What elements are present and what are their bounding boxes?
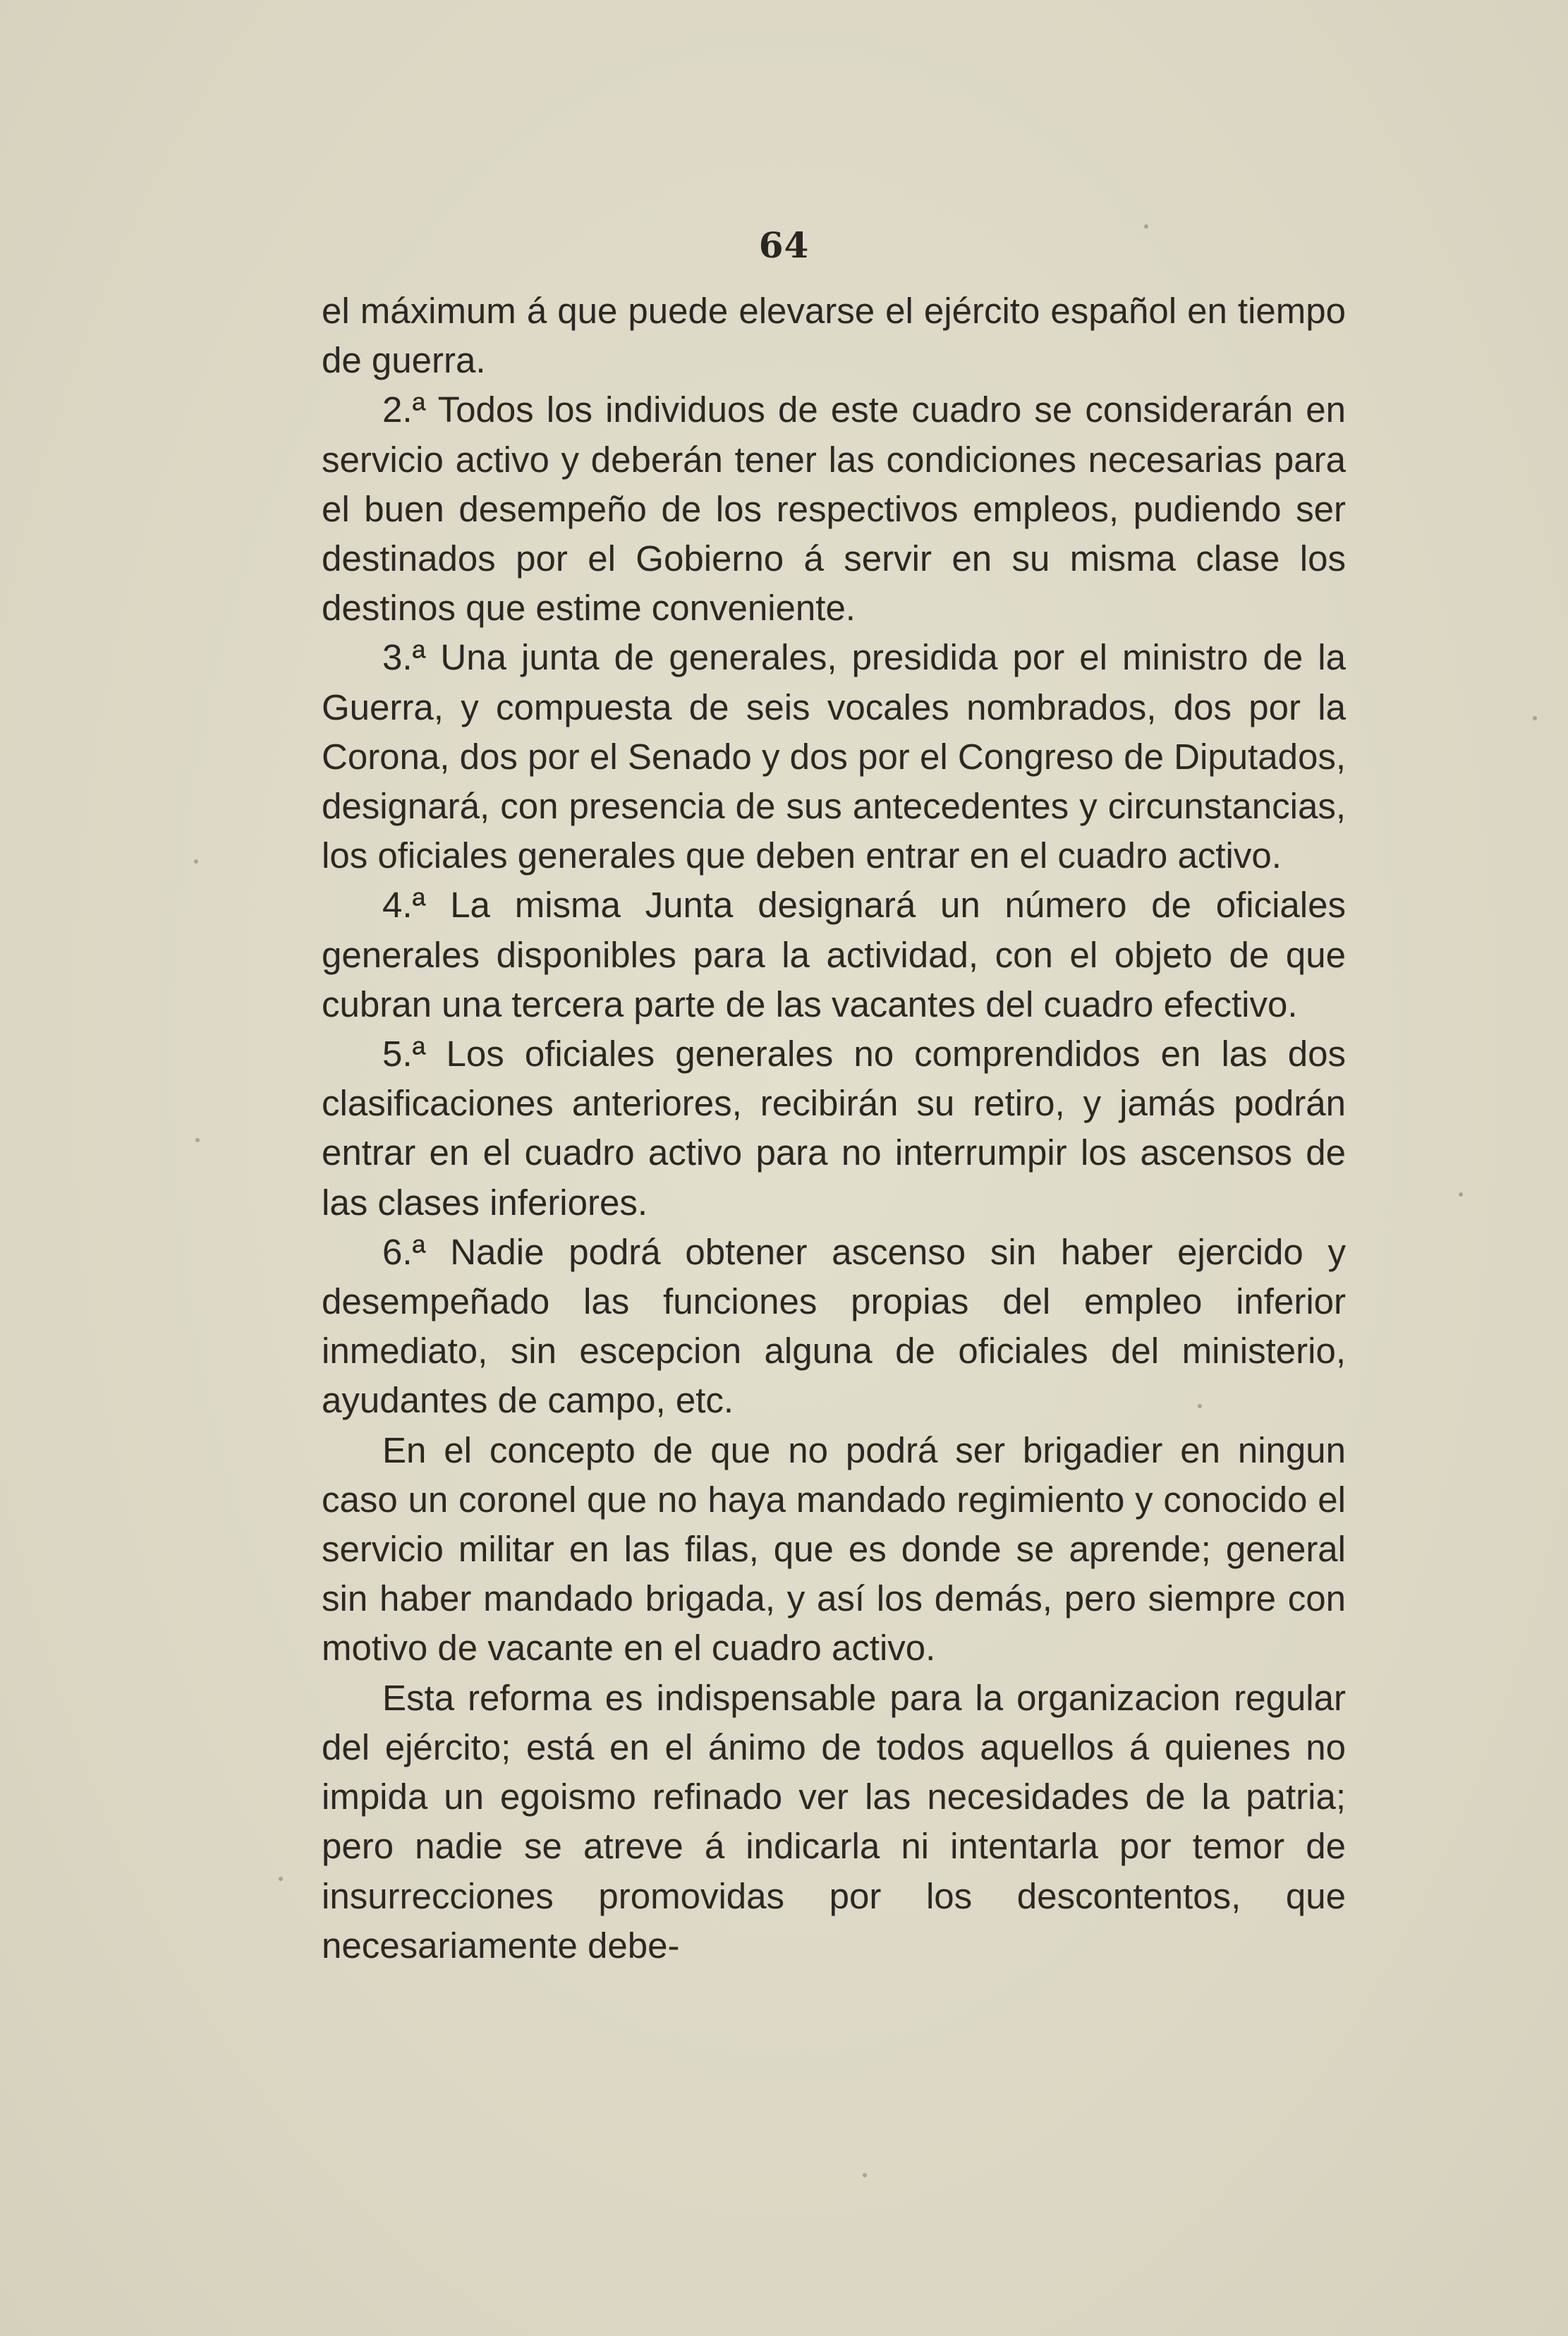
paper-speck — [1144, 224, 1148, 229]
paper-speck — [1533, 716, 1537, 720]
paper-speck — [1198, 1404, 1202, 1408]
paper-speck — [194, 859, 198, 864]
paragraph-item-6: 6.ª Nadie podrá obtener ascenso sin haber ejercido y desempeñado las funciones propias del empleo inferior inmediato, sin escepcion alguna de oficiales del ministerio, ayudantes de campo, etc. — [322, 1231, 1346, 1421]
paper-speck — [279, 1877, 283, 1881]
paragraph-item-2: 2.ª Todos los individuos de este cuadro se considerarán en servicio activo y deberán tener las condiciones necesarias para el buen desempeño de los respectivos empleos, pudiendo ser destinados por el Gobierno á servir en su misma clase los destinos que estime conveniente. — [322, 389, 1346, 629]
paragraph-concept: En el concepto de que no podrá ser brigadier en ningun caso un coronel que no haya mandado regimiento y conocido el servicio militar en las filas, que es donde se aprende; general sin haber mandado brigada, y así los demás, pero siempre con motivo de vacante en el cuadro activo. — [322, 1429, 1346, 1669]
paragraph-item-5: 5.ª Los oficiales generales no comprendidos en las dos clasificaciones anteriores, recibirán su retiro, y jamás podrán entrar en el cuadro activo para no interrumpir los ascensos de las clases inferiores. — [322, 1034, 1346, 1223]
body-text — [322, 286, 1346, 1971]
paragraph-item-4: 4.ª La misma Junta designará un número de oficiales generales disponibles para la actividad, con el objeto de que cubran una tercera parte de las vacantes del cuadro efectivo. — [322, 885, 1346, 1024]
paragraph-reform: Esta reforma es indispensable para la organizacion regular del ejército; está en el ánimo de todos aquellos á quienes no impida un egoismo refinado ver las necesidades de la patria; pero nadie se atreve á indicarla ni intentarla por temor de insurrecciones promovidas por los descontentos, que necesariamente debe- — [322, 1677, 1346, 1966]
paragraph-item-3: 3.ª Una junta de generales, presidida por el ministro de la Guerra, y compuesta de seis vocales nombrados, dos por la Corona, dos por el Senado y dos por el Congreso de Diputados, designará, con presencia de sus antecedentes y circunstancias, los oficiales generales que deben entrar en el cuadro activo. — [322, 637, 1346, 876]
page-number: 64 — [758, 224, 810, 266]
paper-speck — [195, 1138, 200, 1142]
paper-speck — [1459, 1192, 1463, 1197]
paragraph-continuation: el máximum á que puede elevarse el ejército español en tiempo de guerra. — [322, 291, 1346, 381]
paper-speck — [863, 2173, 867, 2177]
